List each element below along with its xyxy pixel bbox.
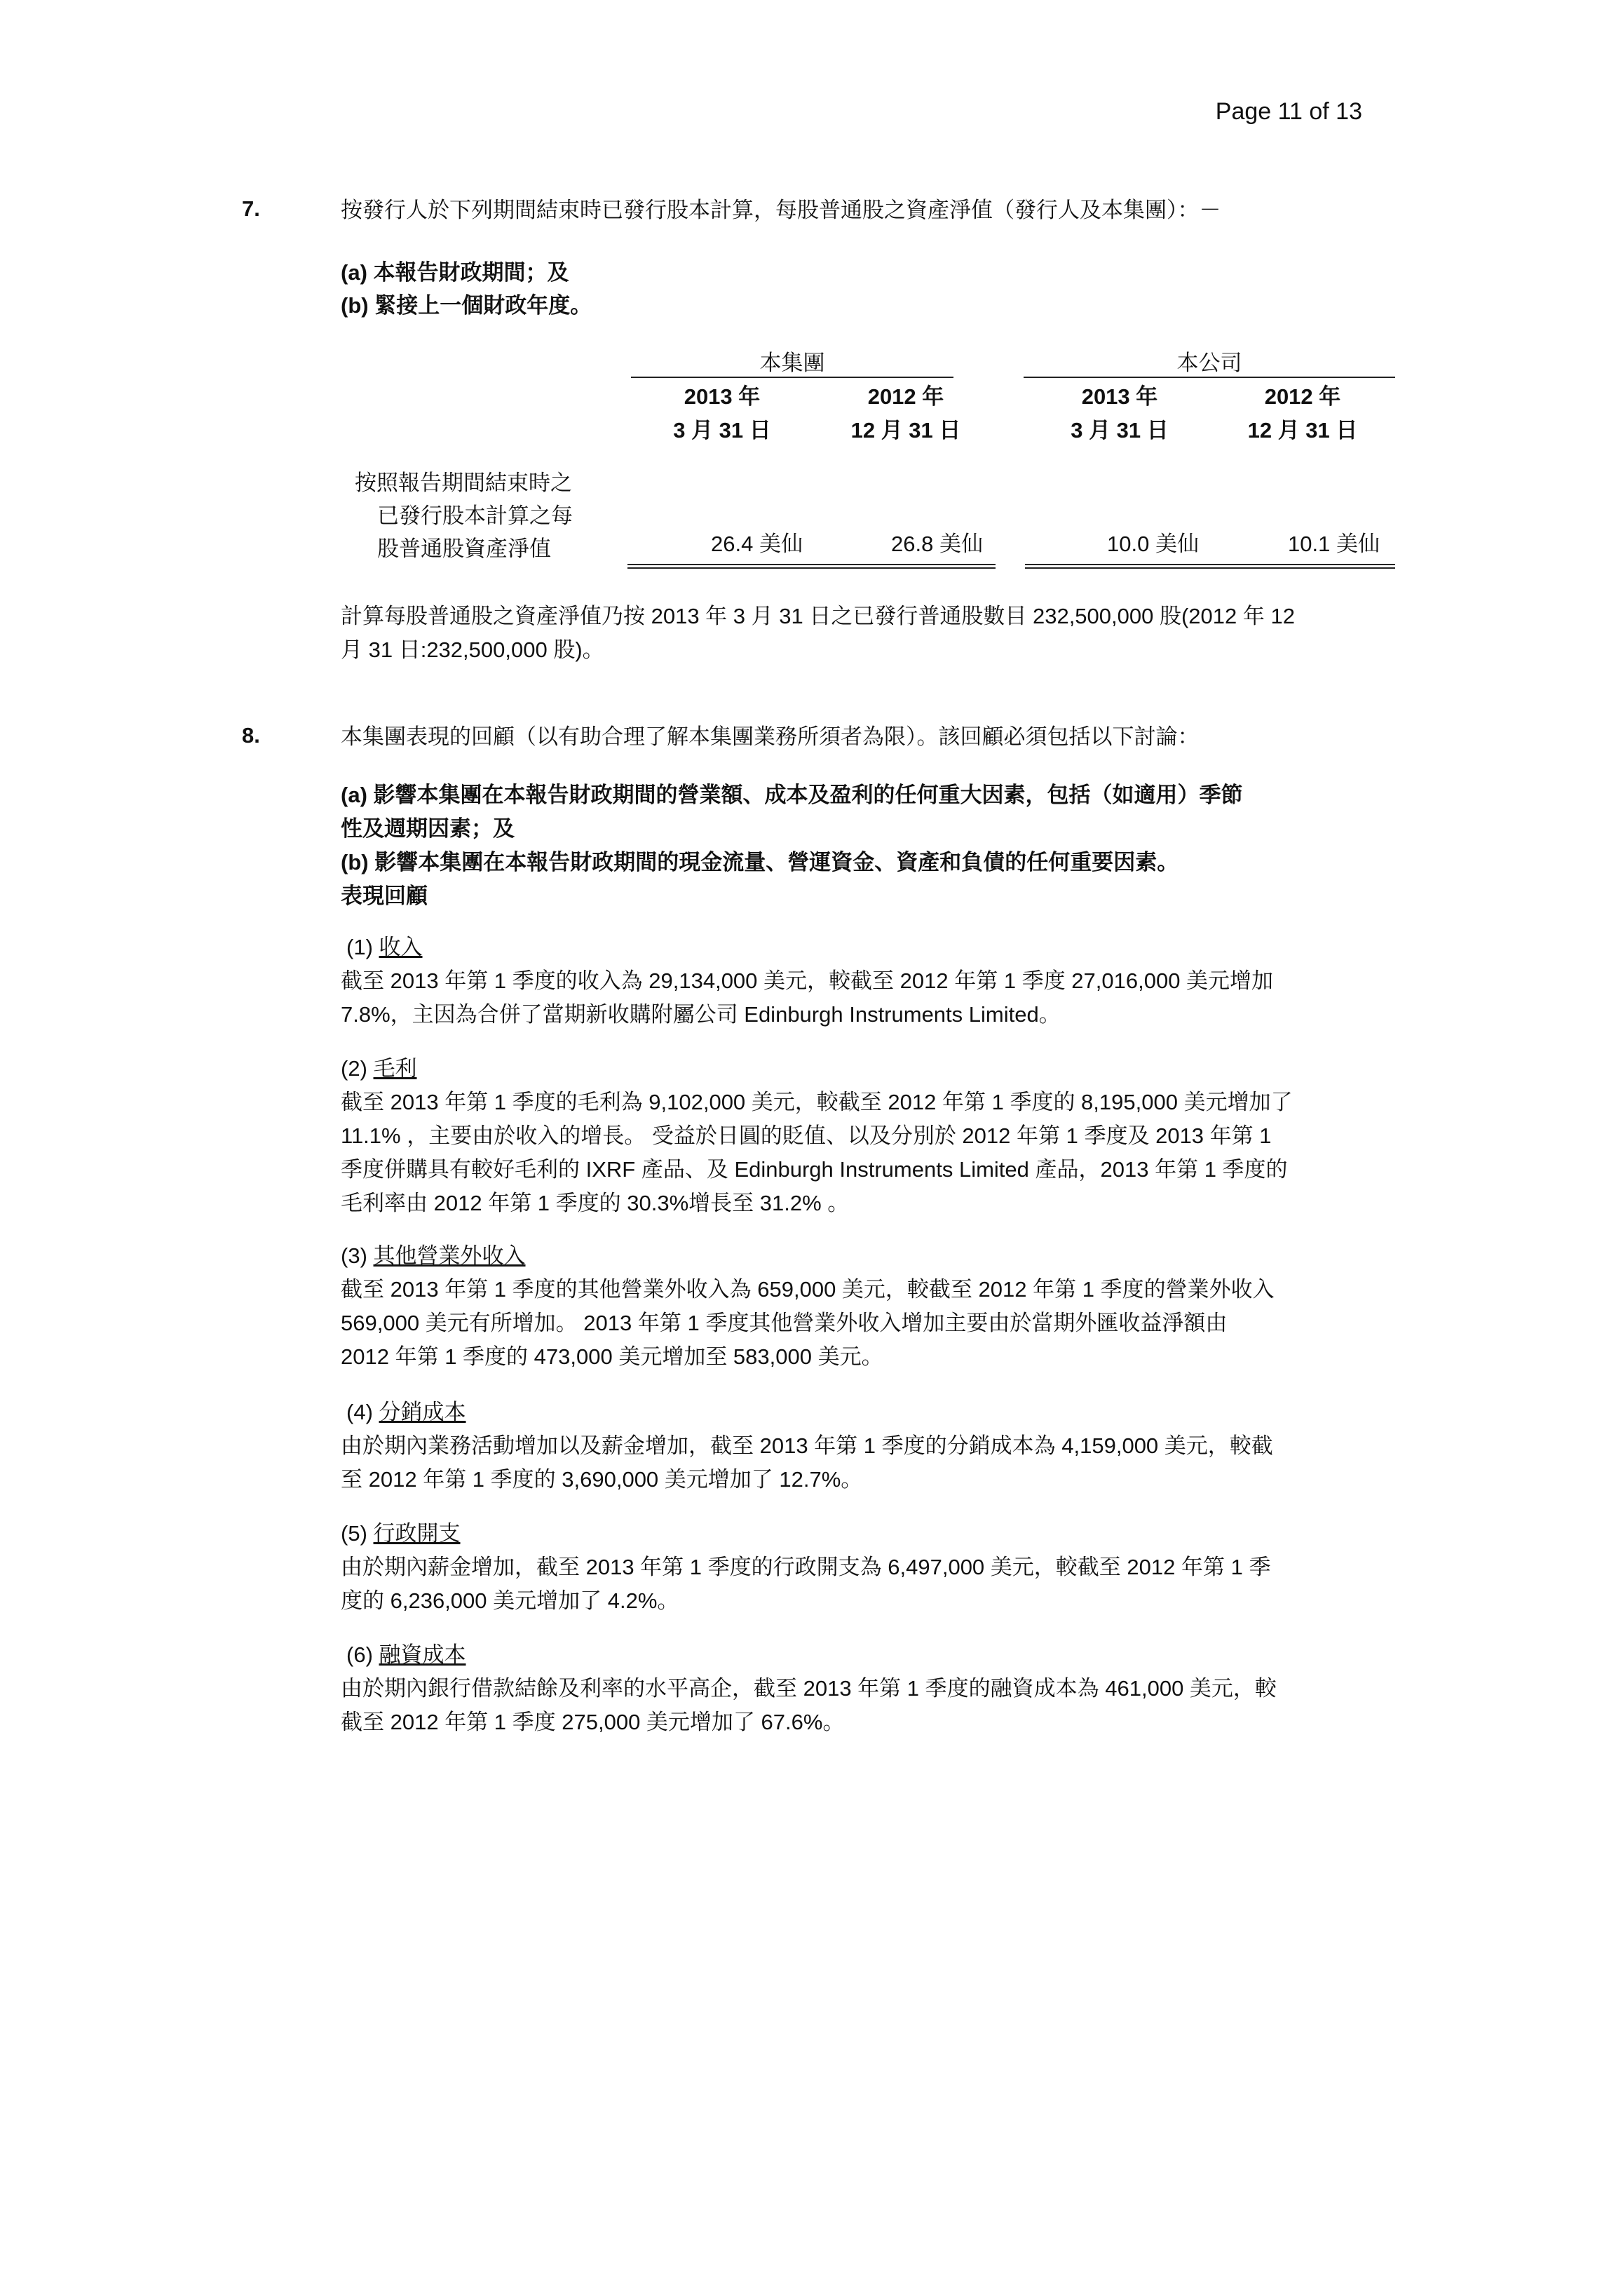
section-7-heading: 按發行人於下列期間結束時已發行股本計算，每股普通股之資產淨值（發行人及本集團）：－	[341, 198, 1221, 222]
subsection-number: (4)	[346, 1400, 373, 1424]
column-year: 2013 年	[1081, 384, 1158, 409]
column-header	[652, 380, 792, 447]
row-label-line: 股普通股資產淨值	[377, 536, 551, 561]
subsection-number: (2)	[341, 1056, 367, 1081]
column-date: 12 月 31 日	[1247, 418, 1358, 443]
item-line: (b) 影響本集團在本報告財政期間的現金流量、營運資金、資產和負債的任何重要因素。	[341, 850, 1179, 874]
body-line: 11.1% ，主要由於收入的增長。 受益於日圓的貶值、以及分別於 2012 年第 1 季度及 2013 年第 1	[341, 1123, 1272, 1148]
body-line: 毛利率由 2012 年第 1 季度的 30.3%增長至 31.2% 。	[341, 1191, 850, 1215]
body-line: 度的 6,236,000 美元增加了 4.2%。	[341, 1588, 679, 1613]
subsection-gross-profit	[341, 1052, 1371, 1220]
page-number: Page 11 of 13	[1215, 98, 1362, 125]
column-date: 3 月 31 日	[673, 418, 771, 443]
body-line: 由於期內銀行借款結餘及利率的水平高企，截至 2013 年第 1 季度的融資成本為 461,000 美元，較	[341, 1676, 1277, 1701]
body-line: 2012 年第 1 季度的 473,000 美元增加至 583,000 美元。	[341, 1344, 883, 1369]
subsection-finance-cost	[341, 1638, 1371, 1739]
body-line: 截至 2013 年第 1 季度的收入為 29,134,000 美元，較截至 2012 年第 1 季度 27,016,000 美元增加	[341, 968, 1274, 993]
group-header-underline	[631, 377, 953, 378]
column-date: 12 月 31 日	[850, 418, 961, 443]
note-line: 計算每股普通股之資產淨值乃按 2013 年 3 月 31 日之已發行普通股數目 232,500,000 股(2012 年 12	[341, 604, 1295, 628]
subsection-admin-expense	[341, 1517, 1371, 1618]
double-underline	[627, 564, 996, 569]
body-line: 569,000 美元有所增加。 2013 年第 1 季度其他營業外收入增加主要由於當期外匯收益淨額由	[341, 1311, 1228, 1335]
double-underline	[1025, 564, 1395, 569]
subsection-number: (5)	[341, 1521, 367, 1546]
nav-value: 26.4 美仙	[711, 532, 803, 556]
subsection-title: 分銷成本	[379, 1400, 466, 1424]
subsection-title: 其他營業外收入	[373, 1243, 526, 1268]
body-line: 至 2012 年第 1 季度的 3,690,000 美元增加了 12.7%。	[341, 1467, 863, 1492]
column-header	[1050, 380, 1190, 447]
body-line: 由於期內薪金增加，截至 2013 年第 1 季度的行政開支為 6,497,000 美元，較截至 2012 年第 1 季	[341, 1555, 1271, 1579]
column-year: 2012 年	[1264, 384, 1341, 409]
row-label-line: 已發行股本計算之每	[377, 504, 573, 528]
section-8-heading: 本集團表現的回顧（以有助合理了解本集團業務所須者為限）。該回顧必須包括以下討論：	[341, 724, 1200, 749]
column-date: 3 月 31 日	[1071, 418, 1169, 443]
group-header-underline	[1024, 377, 1395, 378]
column-header	[836, 380, 976, 447]
column-year: 2013 年	[684, 384, 761, 409]
subsection-number: (6)	[346, 1642, 373, 1667]
body-line: 7.8%，主因為合併了當期新收購附屬公司 Edinburgh Instruments Limited。	[341, 1002, 1061, 1027]
body-line: 季度併購具有較好毛利的 IXRF 產品、及 Edinburgh Instruments Limited 產品，2013 年第 1 季度的	[341, 1157, 1288, 1182]
column-header	[1232, 380, 1373, 447]
nav-value: 26.8 美仙	[891, 532, 983, 556]
body-line: 截至 2012 年第 1 季度 275,000 美元增加了 67.6%。	[341, 1710, 845, 1734]
subsection-title: 融資成本	[379, 1642, 466, 1667]
subsection-other-income	[341, 1239, 1371, 1374]
subsection-title: 收入	[379, 935, 423, 959]
subsection-distribution-cost	[341, 1396, 1371, 1497]
row-label	[355, 466, 621, 565]
nav-value: 10.0 美仙	[1107, 532, 1199, 556]
column-year: 2012 年	[867, 384, 944, 409]
subsection-number: (1)	[346, 935, 373, 959]
group-header-company: 本公司	[1176, 351, 1242, 375]
section-7-item-b: (b) 緊接上一個財政年度。	[341, 293, 592, 318]
nav-value: 10.1 美仙	[1288, 532, 1380, 556]
subsection-title: 毛利	[373, 1056, 417, 1081]
note-line: 月 31 日:232,500,000 股)。	[341, 637, 604, 662]
body-line: 截至 2013 年第 1 季度的其他營業外收入為 659,000 美元，較截至 2012 年第 1 季度的營業外收入	[341, 1277, 1275, 1302]
subsection-number: (3)	[341, 1243, 367, 1268]
row-label-line: 按照報告期間結束時之	[355, 471, 572, 495]
section-8-number: 8.	[242, 723, 260, 748]
section-7-number: 7.	[242, 196, 260, 221]
item-line: 性及週期因素；及	[341, 816, 515, 841]
body-line: 由於期內業務活動增加以及薪金增加，截至 2013 年第 1 季度的分銷成本為 4,159,000 美元，較截	[341, 1433, 1273, 1458]
item-line: 表現回顧	[341, 884, 428, 908]
group-header-group: 本集團	[759, 351, 825, 375]
section-7-item-a: (a) 本報告財政期間；及	[341, 260, 569, 285]
subsection-revenue	[341, 931, 1371, 1032]
item-line: (a) 影響本集團在本報告財政期間的營業額、成本及盈利的任何重大因素，包括（如適用）季節	[341, 783, 1243, 807]
section-8-items	[341, 778, 1371, 913]
section-7-note	[341, 600, 1371, 667]
subsection-title: 行政開支	[373, 1521, 461, 1546]
body-line: 截至 2013 年第 1 季度的毛利為 9,102,000 美元，較截至 2012 年第 1 季度的 8,195,000 美元增加了	[341, 1090, 1293, 1114]
